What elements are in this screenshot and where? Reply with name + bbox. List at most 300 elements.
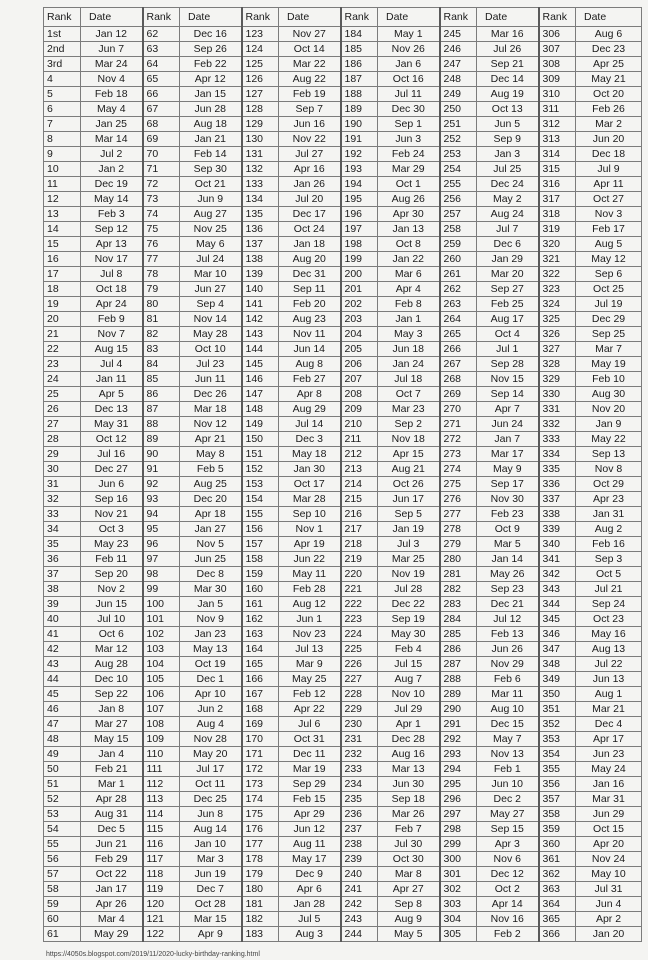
date-cell: Nov 20 xyxy=(576,402,642,417)
rank-cell: 122 xyxy=(143,927,180,942)
rank-cell: 65 xyxy=(143,72,180,87)
rank-cell: 262 xyxy=(440,282,477,297)
date-cell: Oct 29 xyxy=(576,477,642,492)
rank-cell: 325 xyxy=(539,312,576,327)
date-cell: Apr 17 xyxy=(576,732,642,747)
rank-cell: 142 xyxy=(242,312,279,327)
date-cell: Mar 1 xyxy=(81,777,143,792)
rank-cell: 238 xyxy=(341,837,378,852)
date-cell: Jan 27 xyxy=(180,522,242,537)
rank-cell: 186 xyxy=(341,57,378,72)
date-cell: Feb 5 xyxy=(180,462,242,477)
date-cell: Aug 17 xyxy=(477,312,539,327)
rank-cell: 275 xyxy=(440,477,477,492)
rank-cell: 196 xyxy=(341,207,378,222)
rank-header: Rank xyxy=(539,8,576,27)
date-cell: Mar 5 xyxy=(477,537,539,552)
table-row xyxy=(44,117,642,132)
rank-cell: 318 xyxy=(539,207,576,222)
table-row xyxy=(44,147,642,162)
date-cell: Mar 30 xyxy=(180,582,242,597)
rank-cell: 278 xyxy=(440,522,477,537)
rank-cell: 158 xyxy=(242,552,279,567)
rank-cell: 77 xyxy=(143,252,180,267)
rank-cell: 268 xyxy=(440,372,477,387)
rank-cell: 116 xyxy=(143,837,180,852)
date-cell: Oct 7 xyxy=(378,387,440,402)
date-cell: May 21 xyxy=(576,72,642,87)
rank-header: Rank xyxy=(440,8,477,27)
date-cell: Feb 2 xyxy=(477,927,539,942)
date-cell: Jul 7 xyxy=(477,222,539,237)
rank-cell: 22 xyxy=(44,342,81,357)
date-cell: Dec 26 xyxy=(180,387,242,402)
rank-cell: 279 xyxy=(440,537,477,552)
date-cell: Jul 14 xyxy=(279,417,341,432)
date-cell: Dec 14 xyxy=(477,72,539,87)
date-cell: Mar 14 xyxy=(81,132,143,147)
date-cell: Nov 16 xyxy=(477,912,539,927)
date-cell: Jul 4 xyxy=(81,357,143,372)
date-cell: Sep 21 xyxy=(477,57,539,72)
rank-cell: 334 xyxy=(539,447,576,462)
date-cell: Apr 20 xyxy=(576,837,642,852)
rank-cell: 289 xyxy=(440,687,477,702)
rank-cell: 125 xyxy=(242,57,279,72)
rank-cell: 349 xyxy=(539,672,576,687)
date-header: Date xyxy=(378,8,440,27)
rank-cell: 216 xyxy=(341,507,378,522)
date-cell: Apr 1 xyxy=(378,717,440,732)
rank-cell: 63 xyxy=(143,42,180,57)
rank-cell: 247 xyxy=(440,57,477,72)
rank-cell: 176 xyxy=(242,822,279,837)
date-cell: Apr 11 xyxy=(576,177,642,192)
table-row xyxy=(44,687,642,702)
rank-cell: 71 xyxy=(143,162,180,177)
date-cell: Dec 2 xyxy=(477,792,539,807)
rank-cell: 294 xyxy=(440,762,477,777)
rank-cell: 183 xyxy=(242,927,279,942)
date-cell: Nov 22 xyxy=(279,132,341,147)
rank-cell: 304 xyxy=(440,912,477,927)
rank-cell: 324 xyxy=(539,297,576,312)
rank-header: Rank xyxy=(341,8,378,27)
date-cell: Aug 10 xyxy=(477,702,539,717)
rank-cell: 12 xyxy=(44,192,81,207)
date-cell: Apr 15 xyxy=(378,447,440,462)
date-cell: Dec 23 xyxy=(576,42,642,57)
table-row xyxy=(44,357,642,372)
date-cell: Jan 13 xyxy=(378,222,440,237)
rank-cell: 323 xyxy=(539,282,576,297)
rank-cell: 204 xyxy=(341,327,378,342)
rank-cell: 326 xyxy=(539,327,576,342)
rank-cell: 76 xyxy=(143,237,180,252)
date-cell: May 28 xyxy=(180,327,242,342)
date-cell: Apr 27 xyxy=(378,882,440,897)
date-cell: Aug 20 xyxy=(279,252,341,267)
rank-cell: 90 xyxy=(143,447,180,462)
date-cell: Mar 3 xyxy=(180,852,242,867)
rank-cell: 149 xyxy=(242,417,279,432)
date-cell: Oct 17 xyxy=(279,477,341,492)
date-header: Date xyxy=(81,8,143,27)
rank-cell: 310 xyxy=(539,87,576,102)
rank-cell: 58 xyxy=(44,882,81,897)
table-row xyxy=(44,327,642,342)
rank-cell: 331 xyxy=(539,402,576,417)
rank-cell: 211 xyxy=(341,432,378,447)
rank-cell: 220 xyxy=(341,567,378,582)
rank-cell: 188 xyxy=(341,87,378,102)
table-row xyxy=(44,597,642,612)
date-cell: Sep 1 xyxy=(378,117,440,132)
rank-cell: 57 xyxy=(44,867,81,882)
date-cell: Jan 29 xyxy=(477,252,539,267)
date-cell: Mar 11 xyxy=(477,687,539,702)
rank-cell: 50 xyxy=(44,762,81,777)
date-cell: Nov 15 xyxy=(477,372,539,387)
date-cell: Jun 23 xyxy=(576,747,642,762)
rank-cell: 362 xyxy=(539,867,576,882)
date-cell: Apr 5 xyxy=(81,387,143,402)
rank-cell: 100 xyxy=(143,597,180,612)
date-cell: Dec 1 xyxy=(180,672,242,687)
date-cell: Sep 2 xyxy=(378,417,440,432)
date-cell: Sep 8 xyxy=(378,897,440,912)
rank-cell: 240 xyxy=(341,867,378,882)
date-cell: Dec 21 xyxy=(477,597,539,612)
date-cell: Nov 13 xyxy=(477,747,539,762)
date-cell: Jan 9 xyxy=(576,417,642,432)
rank-cell: 180 xyxy=(242,882,279,897)
rank-cell: 165 xyxy=(242,657,279,672)
table-row xyxy=(44,492,642,507)
rank-cell: 150 xyxy=(242,432,279,447)
date-cell: Jul 18 xyxy=(378,372,440,387)
rank-cell: 170 xyxy=(242,732,279,747)
source-url: https://4050s.blogspot.com/2019/11/2020-lucky-birthday-ranking.html xyxy=(46,951,260,958)
date-cell: Jul 20 xyxy=(279,192,341,207)
date-cell: Mar 17 xyxy=(477,447,539,462)
date-cell: Apr 19 xyxy=(279,537,341,552)
rank-cell: 244 xyxy=(341,927,378,942)
date-cell: Jan 10 xyxy=(180,837,242,852)
date-cell: Jun 20 xyxy=(576,132,642,147)
date-cell: Feb 14 xyxy=(180,147,242,162)
table-row xyxy=(44,477,642,492)
rank-cell: 348 xyxy=(539,657,576,672)
date-cell: Jan 11 xyxy=(81,372,143,387)
rank-cell: 120 xyxy=(143,897,180,912)
date-cell: Aug 23 xyxy=(279,312,341,327)
rank-cell: 60 xyxy=(44,912,81,927)
rank-cell: 27 xyxy=(44,417,81,432)
rank-cell: 84 xyxy=(143,357,180,372)
table-row xyxy=(44,282,642,297)
date-cell: Jul 1 xyxy=(477,342,539,357)
rank-cell: 7 xyxy=(44,117,81,132)
date-cell: Feb 29 xyxy=(81,852,143,867)
date-cell: May 29 xyxy=(81,927,143,942)
date-cell: Dec 15 xyxy=(477,717,539,732)
date-cell: Jul 5 xyxy=(279,912,341,927)
rank-cell: 184 xyxy=(341,27,378,42)
rank-cell: 152 xyxy=(242,462,279,477)
rank-cell: 99 xyxy=(143,582,180,597)
date-cell: Feb 21 xyxy=(81,762,143,777)
rank-cell: 175 xyxy=(242,807,279,822)
rank-cell: 31 xyxy=(44,477,81,492)
date-cell: Oct 30 xyxy=(378,852,440,867)
rank-cell: 355 xyxy=(539,762,576,777)
rank-cell: 41 xyxy=(44,627,81,642)
rank-cell: 26 xyxy=(44,402,81,417)
rank-cell: 305 xyxy=(440,927,477,942)
rank-cell: 33 xyxy=(44,507,81,522)
date-cell: May 1 xyxy=(378,27,440,42)
date-cell: Jul 11 xyxy=(378,87,440,102)
date-cell: Oct 27 xyxy=(576,192,642,207)
rank-cell: 253 xyxy=(440,147,477,162)
date-cell: Apr 29 xyxy=(279,807,341,822)
date-cell: Jun 21 xyxy=(81,837,143,852)
date-cell: May 5 xyxy=(378,927,440,942)
rank-cell: 113 xyxy=(143,792,180,807)
rank-cell: 309 xyxy=(539,72,576,87)
rank-cell: 271 xyxy=(440,417,477,432)
date-cell: Nov 8 xyxy=(576,462,642,477)
rank-cell: 329 xyxy=(539,372,576,387)
rank-cell: 140 xyxy=(242,282,279,297)
date-cell: Oct 6 xyxy=(81,627,143,642)
rank-cell: 52 xyxy=(44,792,81,807)
rank-cell: 287 xyxy=(440,657,477,672)
date-cell: May 20 xyxy=(180,747,242,762)
rank-cell: 296 xyxy=(440,792,477,807)
date-cell: Dec 29 xyxy=(576,312,642,327)
rank-cell: 5 xyxy=(44,87,81,102)
rank-cell: 42 xyxy=(44,642,81,657)
rank-cell: 187 xyxy=(341,72,378,87)
rank-cell: 69 xyxy=(143,132,180,147)
rank-cell: 104 xyxy=(143,657,180,672)
date-cell: Jan 30 xyxy=(279,462,341,477)
rank-cell: 171 xyxy=(242,747,279,762)
date-cell: Nov 23 xyxy=(279,627,341,642)
rank-cell: 108 xyxy=(143,717,180,732)
rank-cell: 105 xyxy=(143,672,180,687)
date-cell: Feb 22 xyxy=(180,57,242,72)
date-cell: May 15 xyxy=(81,732,143,747)
date-cell: Nov 11 xyxy=(279,327,341,342)
date-cell: Aug 14 xyxy=(180,822,242,837)
rank-cell: 284 xyxy=(440,612,477,627)
date-cell: Dec 30 xyxy=(378,102,440,117)
date-cell: Jan 16 xyxy=(576,777,642,792)
date-cell: Jul 23 xyxy=(180,357,242,372)
rank-cell: 3rd xyxy=(44,57,81,72)
date-cell: Dec 12 xyxy=(477,867,539,882)
date-cell: Jul 9 xyxy=(576,162,642,177)
date-cell: Dec 17 xyxy=(279,207,341,222)
table-row xyxy=(44,252,642,267)
rank-cell: 15 xyxy=(44,237,81,252)
date-cell: Jan 26 xyxy=(279,177,341,192)
date-cell: Feb 13 xyxy=(477,627,539,642)
birthday-rank-sheet xyxy=(43,7,641,952)
date-cell: Jan 22 xyxy=(378,252,440,267)
date-cell: Nov 14 xyxy=(180,312,242,327)
date-cell: Oct 9 xyxy=(477,522,539,537)
date-cell: Jul 28 xyxy=(378,582,440,597)
date-cell: Oct 16 xyxy=(378,72,440,87)
date-cell: Dec 20 xyxy=(180,492,242,507)
date-cell: Apr 22 xyxy=(279,702,341,717)
rank-cell: 283 xyxy=(440,597,477,612)
rank-cell: 245 xyxy=(440,27,477,42)
date-cell: Nov 27 xyxy=(279,27,341,42)
date-cell: May 19 xyxy=(576,357,642,372)
rank-cell: 114 xyxy=(143,807,180,822)
rank-cell: 101 xyxy=(143,612,180,627)
date-cell: Nov 10 xyxy=(378,687,440,702)
date-cell: Apr 8 xyxy=(279,387,341,402)
date-cell: Sep 6 xyxy=(576,267,642,282)
table-row xyxy=(44,657,642,672)
rank-cell: 167 xyxy=(242,687,279,702)
date-cell: Sep 28 xyxy=(477,357,539,372)
rank-cell: 313 xyxy=(539,132,576,147)
rank-cell: 356 xyxy=(539,777,576,792)
rank-cell: 351 xyxy=(539,702,576,717)
date-cell: Aug 9 xyxy=(378,912,440,927)
rank-cell: 214 xyxy=(341,477,378,492)
rank-cell: 156 xyxy=(242,522,279,537)
rank-cell: 91 xyxy=(143,462,180,477)
date-cell: Feb 25 xyxy=(477,297,539,312)
date-cell: Aug 29 xyxy=(279,402,341,417)
rank-cell: 280 xyxy=(440,552,477,567)
date-cell: Apr 12 xyxy=(180,72,242,87)
rank-cell: 147 xyxy=(242,387,279,402)
table-row xyxy=(44,672,642,687)
date-cell: Apr 26 xyxy=(81,897,143,912)
rank-cell: 20 xyxy=(44,312,81,327)
rank-cell: 10 xyxy=(44,162,81,177)
rank-cell: 148 xyxy=(242,402,279,417)
rank-header: Rank xyxy=(143,8,180,27)
date-cell: Nov 24 xyxy=(576,852,642,867)
rank-cell: 263 xyxy=(440,297,477,312)
date-cell: Jul 27 xyxy=(279,147,341,162)
rank-cell: 30 xyxy=(44,462,81,477)
date-cell: Nov 3 xyxy=(576,207,642,222)
rank-cell: 55 xyxy=(44,837,81,852)
date-cell: Dec 19 xyxy=(81,177,143,192)
rank-cell: 144 xyxy=(242,342,279,357)
date-cell: Jul 15 xyxy=(378,657,440,672)
date-cell: Jun 12 xyxy=(279,822,341,837)
date-cell: Jun 9 xyxy=(180,192,242,207)
rank-cell: 339 xyxy=(539,522,576,537)
date-cell: Sep 30 xyxy=(180,162,242,177)
rank-cell: 49 xyxy=(44,747,81,762)
rank-cell: 67 xyxy=(143,102,180,117)
rank-cell: 18 xyxy=(44,282,81,297)
rank-cell: 80 xyxy=(143,297,180,312)
date-cell: Sep 3 xyxy=(576,552,642,567)
rank-cell: 106 xyxy=(143,687,180,702)
date-cell: May 24 xyxy=(576,762,642,777)
rank-cell: 177 xyxy=(242,837,279,852)
table-row xyxy=(44,837,642,852)
date-cell: Oct 10 xyxy=(180,342,242,357)
date-cell: Mar 12 xyxy=(81,642,143,657)
date-cell: Mar 7 xyxy=(576,342,642,357)
date-cell: Oct 31 xyxy=(279,732,341,747)
rank-cell: 134 xyxy=(242,192,279,207)
table-row xyxy=(44,732,642,747)
rank-cell: 86 xyxy=(143,387,180,402)
date-cell: Jan 6 xyxy=(378,57,440,72)
rank-cell: 315 xyxy=(539,162,576,177)
rank-cell: 267 xyxy=(440,357,477,372)
rank-cell: 155 xyxy=(242,507,279,522)
date-cell: Apr 16 xyxy=(279,162,341,177)
date-cell: May 17 xyxy=(279,852,341,867)
rank-cell: 130 xyxy=(242,132,279,147)
table-row xyxy=(44,867,642,882)
date-cell: Mar 23 xyxy=(378,402,440,417)
rank-cell: 335 xyxy=(539,462,576,477)
date-cell: Jul 29 xyxy=(378,702,440,717)
date-cell: Jun 7 xyxy=(81,42,143,57)
rank-cell: 45 xyxy=(44,687,81,702)
rank-cell: 215 xyxy=(341,492,378,507)
table-row xyxy=(44,222,642,237)
rank-cell: 43 xyxy=(44,657,81,672)
date-cell: Apr 14 xyxy=(477,897,539,912)
rank-cell: 83 xyxy=(143,342,180,357)
rank-cell: 192 xyxy=(341,147,378,162)
date-cell: Jan 4 xyxy=(81,747,143,762)
table-row xyxy=(44,627,642,642)
date-cell: May 18 xyxy=(279,447,341,462)
date-cell: Oct 19 xyxy=(180,657,242,672)
date-cell: Feb 18 xyxy=(81,87,143,102)
rank-cell: 195 xyxy=(341,192,378,207)
rank-cell: 126 xyxy=(242,72,279,87)
date-cell: Apr 10 xyxy=(180,687,242,702)
date-cell: Feb 9 xyxy=(81,312,143,327)
rank-cell: 353 xyxy=(539,732,576,747)
table-row xyxy=(44,207,642,222)
rank-cell: 128 xyxy=(242,102,279,117)
table-row xyxy=(44,852,642,867)
rank-cell: 219 xyxy=(341,552,378,567)
date-cell: Aug 16 xyxy=(378,747,440,762)
rank-cell: 115 xyxy=(143,822,180,837)
date-cell: Jan 20 xyxy=(576,927,642,942)
rank-cell: 343 xyxy=(539,582,576,597)
date-cell: Jun 11 xyxy=(180,372,242,387)
date-cell: Apr 2 xyxy=(576,912,642,927)
rank-cell: 312 xyxy=(539,117,576,132)
table-row xyxy=(44,747,642,762)
rank-cell: 136 xyxy=(242,222,279,237)
